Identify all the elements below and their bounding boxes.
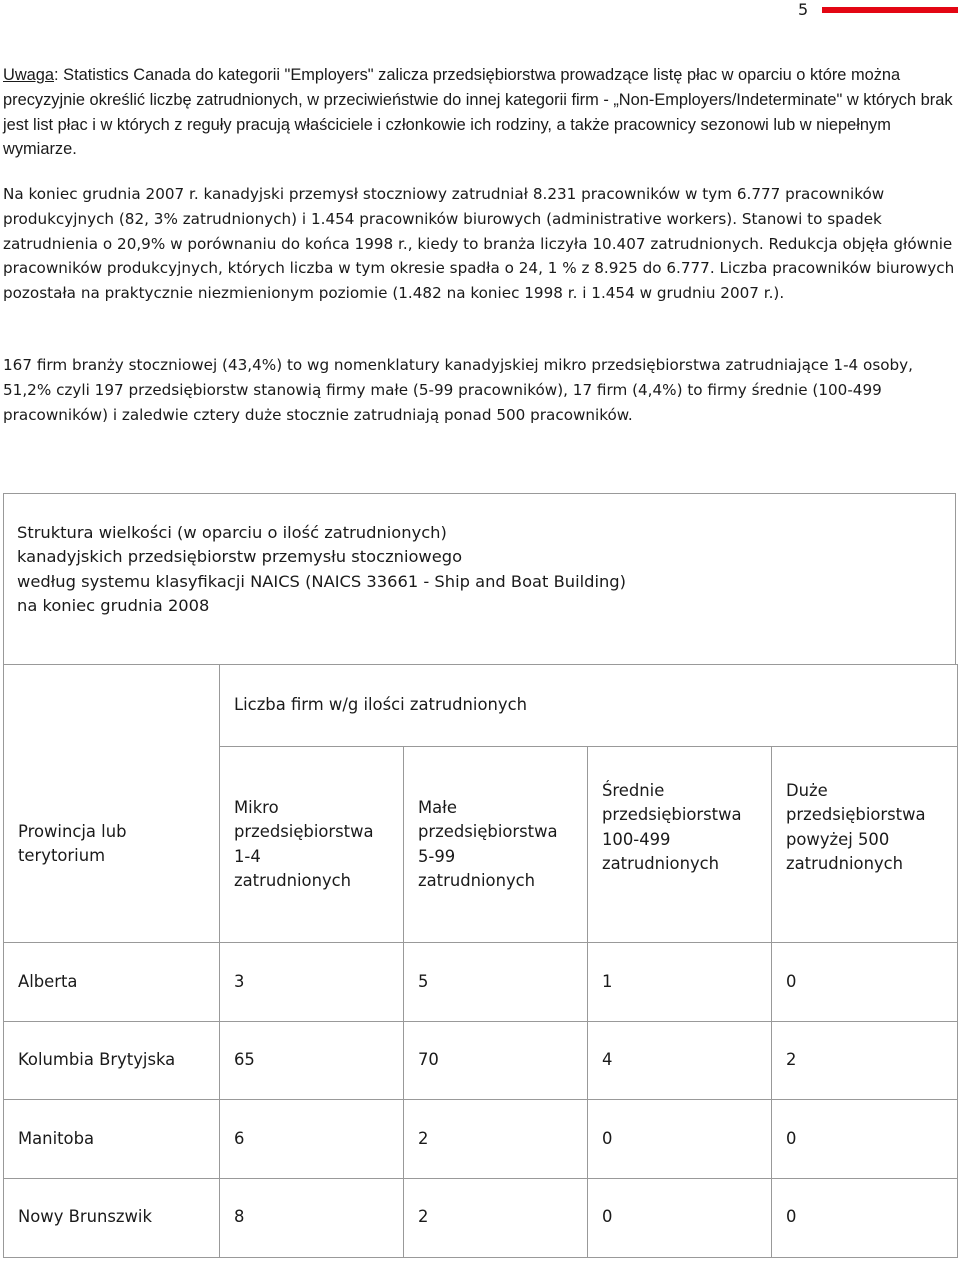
cell-large: 2 — [772, 1021, 958, 1100]
header-line: Mikro — [234, 797, 279, 817]
header-cell-medium — [588, 747, 772, 943]
cell-small: 2 — [404, 1100, 588, 1179]
caption-line: na koniec grudnia 2008 — [17, 596, 210, 616]
header-cell-small — [404, 747, 588, 943]
header-line: Małe — [418, 797, 457, 817]
header-line: 100-499 — [602, 829, 671, 849]
header-line: Prowincja lub — [18, 821, 127, 841]
note-paragraph — [3, 63, 958, 162]
page-number: 5 — [798, 0, 809, 19]
table-corner-cell — [4, 665, 220, 747]
note-text: : Statistics Canada do kategorii "Employers" zalicza przedsiębiorstwa prowadzące listę płac w oparciu o które można precyzyjnie określić liczbę zatrudnionych, w przeciwieństwie do innej kategorii firm - „Non-Employers/Indeterminate" w których brak jest list płac i w których z reguły pracują właściciele i członkowie ich rodziny, a także pracownicy sezonowi lub w niepełnym wymiarze. — [3, 66, 953, 159]
table-row — [4, 1178, 958, 1257]
caption-line: według systemu klasyfikacji NAICS (NAICS 33661 - Ship and Boat Building) — [17, 571, 626, 591]
cell-medium: 0 — [588, 1178, 772, 1257]
header-line: powyżej 500 — [786, 829, 890, 849]
caption-line: kanadyjskich przedsiębiorstw przemysłu stoczniowego — [17, 547, 463, 567]
cell-micro: 8 — [220, 1178, 404, 1257]
table-header-row — [4, 747, 958, 943]
group-header-cell: Liczba firm w/g ilości zatrudnionych — [220, 665, 958, 747]
cell-micro: 3 — [220, 943, 404, 1022]
firm-size-paragraph: 167 firm branży stoczniowej (43,4%) to wg nomenklatury kanadyjskiej mikro przedsiębiorstwa zatrudniające 1-4 osoby, 51,2% czyli 197 przedsiębiorstw stanowią firmy małe (5-99 pracowników), 17 firm (4,4%) to firmy średnie (100-499 pracowników) i zaledwie cztery duże stocznie zatrudniają ponad 500 pracowników. — [3, 356, 913, 424]
header-line: Duże — [786, 781, 828, 800]
cell-province: Kolumbia Brytyjska — [4, 1021, 220, 1100]
header-line: zatrudnionych — [786, 854, 904, 874]
table-row — [4, 943, 958, 1022]
cell-province: Manitoba — [4, 1100, 220, 1179]
cell-province: Alberta — [4, 943, 220, 1022]
cell-small: 2 — [404, 1178, 588, 1257]
cell-small: 70 — [404, 1021, 588, 1100]
cell-large: 0 — [772, 1100, 958, 1179]
header-line: przedsiębiorstwa — [418, 822, 558, 842]
cell-large: 0 — [772, 1178, 958, 1257]
cell-province: Nowy Brunszwik — [4, 1178, 220, 1257]
table-row — [4, 1100, 958, 1179]
header-line: zatrudnionych — [602, 854, 720, 874]
table-caption — [17, 521, 626, 619]
table-row — [4, 1021, 958, 1100]
firm-size-table — [3, 664, 958, 1258]
header-line: przedsiębiorstwa — [602, 805, 742, 825]
header-line: terytorium — [18, 846, 106, 866]
header-line: przedsiębiorstwa — [234, 822, 374, 842]
header-cell-province — [4, 747, 220, 943]
header-cell-micro — [220, 747, 404, 943]
header-line: 1-4 — [234, 846, 261, 866]
header-line: Średnie — [602, 781, 665, 800]
header-cell-large — [772, 747, 958, 943]
header-line: przedsiębiorstwa — [786, 805, 926, 825]
header-line: 5-99 — [418, 846, 456, 866]
header-line: zatrudnionych — [418, 870, 536, 890]
employment-paragraph: Na koniec grudnia 2007 r. kanadyjski przemysł stoczniowy zatrudniał 8.231 pracowników w tym 6.777 pracowników produkcyjnych (82, 3% zatrudnionych) i 1.454 pracowników biurowych (administrative workers). Stanowi to spadek zatrudnienia o 20,9% w porównaniu do końca 1998 r., kiedy to branża liczyła 10.407 zatrudnionych. Redukcja objęła głównie pracowników produkcyjnych, których liczba w tym okresie spadła o 24, 1 % z 8.925 do 6.777. Liczba pracowników biurowych pozostała na praktycznie niezmienionym poziomie (1.482 na koniec 1998 r. i 1.454 w grudniu 2007 r.). — [3, 185, 955, 303]
cell-medium: 1 — [588, 943, 772, 1022]
table-group-header-row — [4, 665, 958, 747]
header-line: zatrudnionych — [234, 870, 352, 890]
note-label: Uwaga — [3, 66, 55, 84]
cell-small: 5 — [404, 943, 588, 1022]
cell-medium: 0 — [588, 1100, 772, 1179]
cell-large: 0 — [772, 943, 958, 1022]
caption-line: Struktura wielkości (w oparciu o ilość zatrudnionych) — [17, 523, 447, 542]
cell-micro: 6 — [220, 1100, 404, 1179]
header-accent-bar — [822, 7, 958, 13]
cell-micro: 65 — [220, 1021, 404, 1100]
cell-medium: 4 — [588, 1021, 772, 1100]
